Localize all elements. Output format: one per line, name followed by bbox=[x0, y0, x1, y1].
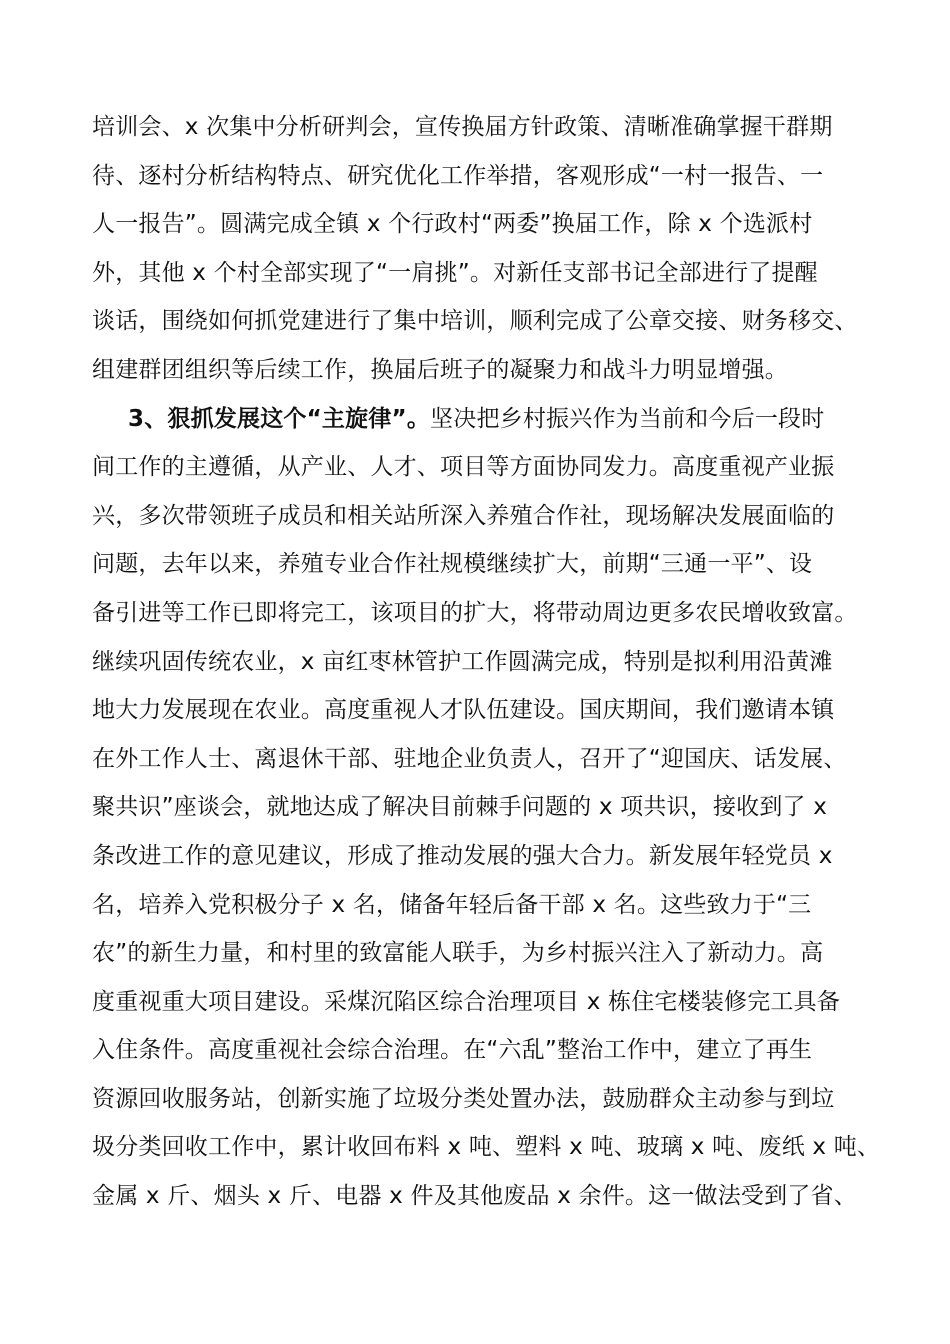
paragraph-2-line-14: 入住条件。高度重视社会综合治理。在“六乱”整治工作中，建立了再生 bbox=[92, 1037, 813, 1064]
paragraph-2-line-8: 在外工作人士、离退休干部、驻地企业负责人，召开了“迎国庆、话发展、 bbox=[92, 745, 847, 772]
paragraph-2-first-line-text: 坚决把乡村振兴作为当前和今后一段时 bbox=[430, 405, 825, 432]
document-body bbox=[92, 103, 881, 1221]
paragraph-2-line-10: 条改进工作的意见建议，形成了推动发展的强大合力。新发展年轻党员 x bbox=[92, 842, 833, 869]
paragraph-2-line-1 bbox=[92, 395, 872, 444]
paragraph-1-line-1: 培训会、x 次集中分析研判会，宣传换届方针政策、清晰准确掌握干群期 bbox=[92, 114, 833, 140]
paragraph-1-line-6: 组建群团组织等后续工作，换届后班子的凝聚力和战斗力明显增强。 bbox=[92, 356, 788, 383]
section-heading: 3、狠抓发展这个“主旋律”。 bbox=[128, 405, 431, 432]
paragraph-2-line-4: 问题，去年以来，养殖专业合作社规模继续扩大，前期“三通一平”、设 bbox=[92, 551, 813, 578]
paragraph-2-line-7: 地大力发展现在农业。高度重视人才队伍建设。国庆期间，我们邀请本镇 bbox=[92, 697, 835, 724]
paragraph-1-line-2: 待、逐村分析结构特点、研究优化工作举措，客观形成“一村一报告、一 bbox=[92, 162, 824, 189]
paragraph-2-line-11: 名，培养入党积极分子 x 名，储备年轻后备干部 x 名。这些致力于“三 bbox=[92, 891, 812, 918]
paragraph-2-line-17: 金属 x 斤、烟头 x 斤、电器 x 件及其他废品 x 余件。这一做法受到了省、 bbox=[92, 1183, 857, 1210]
paragraph-2-line-9: 聚共识”座谈会，就地达成了解决目前棘手问题的 x 项共识，接收到了 x bbox=[92, 794, 828, 821]
paragraph-1-line-3: 人一报告”。圆满完成全镇 x 个行政村“两委”换届工作，除 x 个选派村 bbox=[92, 211, 813, 238]
paragraph-2-line-12: 农”的新生力量，和村里的致富能人联手，为乡村振兴注入了新动力。高 bbox=[92, 940, 824, 967]
paragraph-2-line-16: 圾分类回收工作中，累计收回布料 x 吨、塑料 x 吨、玻璃 x 吨、废纸 x 吨、 bbox=[92, 1134, 881, 1161]
paragraph-2-line-5: 备引进等工作已即将完工，该项目的扩大，将带动周边更多农民增收致富。 bbox=[92, 599, 858, 626]
paragraph-2-line-15: 资源回收服务站，创新实施了垃圾分类处置办法，鼓励群众主动参与到垃 bbox=[92, 1085, 835, 1112]
paragraph-2-line-2: 间工作的主遵循，从产业、人才、项目等方面协同发力。高度重视产业振 bbox=[92, 454, 835, 481]
paragraph-1-line-4: 外，其他 x 个村全部实现了“一肩挑”。对新任支部书记全部进行了提醒 bbox=[92, 259, 818, 286]
paragraph-2-line-6: 继续巩固传统农业，x 亩红枣林管护工作圆满完成，特别是拟利用沿黄滩 bbox=[92, 648, 833, 675]
paragraph-2-line-13: 度重视重大项目建设。采煤沉陷区综合治理项目 x 栋住宅楼装修完工具备 bbox=[92, 988, 841, 1015]
paragraph-2-line-3: 兴，多次带领班子成员和相关站所深入养殖合作社，现场解决发展面临的 bbox=[92, 502, 835, 529]
paragraph-1-line-5: 谈话，围绕如何抓党建进行了集中培训，顺利完成了公章交接、财务移交、 bbox=[92, 308, 858, 335]
